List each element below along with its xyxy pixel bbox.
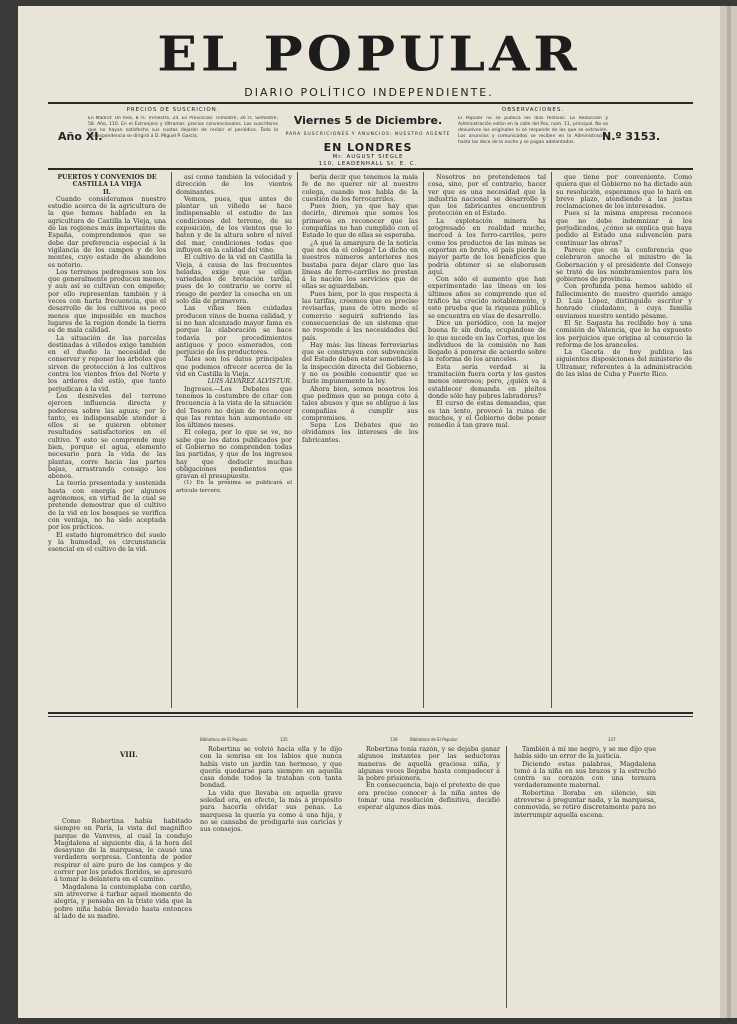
header-rule-top [48,102,693,104]
newspaper-page [18,6,720,1018]
article-paragraph: La situación de las parcelas destinadas á viñedos exige también en el dueño la necesidad de conservar y reponer los árboles que sirven de protección á los cultivos contra los vientos fríos del Norte y los ardores del estío, que tanto perjudican á la vid. [48,333,166,393]
article-paragraph: Con profunda pena hemos sabido el fallecimiento de nuestro querido amigo D. Luis López, distinguido escritor y honrado ciudadano, á cuya familia enviamos nuestro sentido pésame. [556,282,692,320]
article-paragraph: Ahora bien, somos nosotros los que pedimos que se ponga coto á tales abusos y que se obligue á las compañías á cumplir sus compromisos. [302,384,418,422]
folletin-paragraph: Robertina se volvió hacia ella y le dijo con la sonrisa en los labios que nunca había visto un jardín tan hermoso, y que quería quedarse para siempre en aquella casa donde todos la trataban con tanta bondad. [200,746,342,790]
article-paragraph: Sepa Los Debates que no olvidamos los intereses de los fabricantes. [302,421,418,444]
folletin-paragraph: Robertina tenía razón, y se dejaba ganar algunos instantes por las seductoras maneras de aquella graciosa niña, y algunas veces llegaba hasta compadecer á la pobre prisionera. [358,746,500,783]
stacked-pages-shadow [727,6,731,1018]
london-heading: EN LONDRES [323,141,413,154]
article-column-4 [428,174,546,706]
folio-header: Biblioteca de El Popular. [200,737,249,742]
article-column-3 [302,174,418,706]
article-paragraph: El colega, por lo que se ve, no sabe que los datos publicados por el Gobierno no comprenden todas las partidas, y que de los ingresos hay que deducir muchas obligaciones pendientes que gravan el presupuesto. [176,428,292,481]
article-paragraph: Nosotros no pretendemos tal cosa, sino, por el contrario, hacer ver que es una necesidad que la industria nacional se desarrolle y que los fabricantes encuentren protección en el Estado. [428,174,546,218]
folio-page-number: 136 [390,737,398,742]
folletin-paragraph: Robertina lloraba en silencio, sin atreverse á preguntar nada, y la marquesa, conmovida, se retiró discretamente para no interrumpir aquella escena. [514,788,656,819]
folletin-paragraph: También á mí me negro, y se me dijo que había sido un error de la justicia. [514,746,656,761]
article-paragraph: Dice un periódico, con la mejor buena fe sin duda, ocupándose de lo que sucede en las Cortes, que los individuos de la comisión no han llegado á ponerse de acuerdo sobre la reforma de los aranceles. [428,318,546,364]
folletin-separator-thin [48,716,693,717]
folio-page-number: 137 [608,737,616,742]
article-heading: PUERTOS Y CONVENIOS DE CASTILLA LA VIEJA [57,174,157,189]
subscription-text: En Madrid: Un mes, 8 rs. Trimestre, 24. En Provincias: Trimestre, 30 rs. Semestre, 58. Año, 110. En el Extranjero y Ultramar, precios convencionales. Los suscritores que no hayan satisfecho sus cuotas dejarán de recibir el periódico. Toda la correspondencia se dirigirá á D. Miguel P. García. [88,116,278,139]
masthead-subtitle: DIARIO POLÍTICO INDEPENDIENTE. [244,86,494,99]
article-paragraph: Pues bien, por lo que respecta á las tarifas, creemos que es preciso revisarlas, pues de otro modo el comercio seguirá sufriendo las consecuencias de un sistema que no responde á las necesidades del país. [302,289,418,342]
article-paragraph: Con sólo el aumento que han experimentado las líneas en los últimos años se comprende que el tráfico ha crecido notablemente, y esto prueba que la riqueza pública se encuentra en vías de desarrollo. [428,275,546,320]
article-paragraph: bería decir que tenemos la mala fe de no querer oir al nuestro colega, cuando nos habla de la cuestión de los ferrocarriles. [302,174,418,203]
issue-date: Viernes 5 de Diciembre. [293,114,443,127]
folletin-column-1 [54,818,192,1008]
article-paragraph: Vemos, pues, que antes de plantar un viñedo se hace indispensable el estudio de las condiciones del terreno, de su exposición, de los vientos que lo baten y de la altura sobre el nivel del mar, condiciones todas que influyen en la calidad del vino. [176,194,292,254]
article-paragraph: El cultivo de la vid en Castilla la Vieja, á causa de las frecuentes heladas, exige que se elijan variedades de brotación tardía, pues de lo contrario se corre el riesgo de perder la cosecha en un solo día de primavera. [176,253,292,306]
folio-header: Biblioteca de El Popular. [410,737,459,742]
article-paragraph: Las viñas bien cuidadas producen vinos de buena calidad, y si no han alcanzado mayor fama es porque la elaboración se hace todavía por procedimientos antiguos y poco esmerados, con perjuicio de los productores. [176,304,292,357]
column-divider [297,172,298,708]
folletin-paragraph: En consecuencia, bajo el pretexto de que era preciso conocer á la niña antes de tomar una resolución definitiva, decidió esperar algunos días más. [358,781,500,812]
article-paragraph: El curso de estas demandas, que es tan lento, provocó la ruina de muchos, y el Gobierno debe poner remedio á tan grave mal. [428,399,546,430]
article-column-5 [556,174,692,706]
folletin-paragraph: Diciendo estas palabras, Magdalena tomó á la niña en sus brazos y la estrechó contra su corazón con una ternura verdaderamente maternal. [514,759,656,790]
subscription-heading: PRECIOS DE SUSCRICION. [126,107,220,113]
column-divider [551,172,552,708]
london-agent-address: 110, LEADENHALL St. E. C. [318,161,418,167]
article-paragraph: La explotación minera ha progresado en realidad mucho, merced á los ferro-carriles, pero como los productos de las minas se exportan en bruto, el país pierde la mayor parte de los beneficios que podría obtener si se elaborasen aquí. [428,216,546,276]
article-paragraph: Parece que en la conferencia que celebraron anoche el ministro de la Gobernación y el presidente del Consejo se trató de los nombramientos para los gobiernos de provincia. [556,245,692,284]
column-divider [423,172,424,708]
article-column-1 [48,174,166,706]
article-column-2 [176,174,292,706]
folletin-column-4 [514,746,656,1008]
folletin-column-2 [200,746,342,1008]
observations-heading: OBSERVACIONES. [501,107,565,113]
folletin-paragraph: La vida que llevaba en aquella grave soledad era, en efecto, la más á propósito para hacerla olvidar sus penas. La marquesa la quería ya como á una hija, y no se cansaba de prodigarle sus caricias y sus consejos. [200,788,342,834]
article-paragraph: Hay más: las líneas ferroviarias que se construyen con subvención del Estado deben estar sometidas á la inspección directa del Gobierno, y no es posible consentir que se burle impunemente la ley. [302,340,418,386]
folletin-paragraph: Magdalena la contemplaba con cariño, sin atreverse á turbar aquel momento de alegría, y pensaba en la triste vida que la pobre niña había llevado hasta entonces al lado de su madre. [54,882,192,920]
article-paragraph: Pues bien, ya que hay que decirlo, diremos que somos los primeros en reconocer que las compañías no han cumplido con el Estado lo que de ellas se esperaba. [302,202,418,240]
article-paragraph: El Sr. Sagasta ha recibido hoy á una comisión de Valencia, que le ha expuesto los perjuicios que origina al comercio la reforma de los aranceles. [556,318,692,349]
folletin-separator [48,712,693,714]
header-rule-bottom [48,168,693,170]
article-paragraph: La Gaceta de hoy publica las siguientes disposiciones del ministerio de Ultramar, referentes á la administración de las islas de Cuba y Puerto Rico. [556,348,692,379]
article-paragraph: que tiene por conveniente. Como quiera que el Gobierno no ha dictado aún su resolución, esperamos que lo hará en breve plazo, atendiendo á las justas reclamaciones de los interesados. [556,174,692,211]
folletin-chapter: VIII. [120,750,138,759]
article-paragraph: La teoría presentada y sostenida hasta con energía por algunos agrónomos, en virtud de la cual se pretende demostrar que el cultivo de la vid en los bosques se verifica con ventaja, no ha sido aceptada por los prácticos. [48,479,166,532]
article-paragraph: Pues si la misma empresa reconoce que no debe indemnizar á los perjudicados, ¿cómo se explica que haya pedido al Estado una subvención para continuar las obras? [556,209,692,247]
folletin-paragraph: Como Robertina había habitado siempre en París, la vista del magnífico parque de Vanvres, al cual la condujo Magdalena al siguiente día, á la hora del desayuno de la marquesa, le causó una verdadera sorpresa. Contenta de poder respirar el aire puro de los campos y de correr por los prados floridos, se apresuró á tomar la delantera en el camino. [54,818,192,884]
london-agent-note: PARA SUSCRICIONES Y ANUNCIOS: NUESTRO AGENTE [285,132,451,137]
article-paragraph: Cuando consideramos nuestro estudio acerca de la agricultura de la que hemos hablado en la agricultura de Castilla la Vieja, una de las regiones más importantes de España, comprendemos que se debe dar preferencia especial á la vigilancia de los campos y de los montes, cuyo estado de abandono es notorio. [48,194,166,269]
column-divider [171,172,172,708]
observations-text: El Popular no se publica los días festivos. La Redacción y Administración están en la calle del Pez, núm. 11, principal. No se devuelven los originales ni se responde de los que se extravíen. Los anuncios y comunicados se reciben en la Administración hasta las doce de la noche y se pagan adelantados. [458,116,608,145]
article-footnote: (1) En la próxima se publicará el artículo tercero. [176,480,292,494]
folletin-column-3 [358,746,500,1008]
london-agent-name: Mr. AUGUST SIEGLE [332,154,404,160]
article-section: II. [103,188,111,196]
issue-number: N.º 3153. [602,130,661,143]
article-paragraph: Ingresos.—Los Debates que tenemos la costumbre de citar con frecuencia á la vista de la situación del Tesoro no dejan de reconocer que las rentas han aumentado en los últimos meses. [176,384,292,430]
article-paragraph: ¿A qué la amargura de la noticia que nos da el colega? Lo dicho en nuestros números anteriores nos bastaba para dejar claro que las líneas de ferro-carriles no prestan á la nación los servicios que de ellas se aguardaban. [302,238,418,291]
masthead-title: EL POPULAR [157,26,581,83]
article-signature: LUIS ÁLVAREZ ALVISTUR. [207,378,292,386]
column-divider [506,746,507,1008]
folio-page-number: 135 [280,737,288,742]
article-paragraph: El estado higrométrico del suelo y la humedad, es circunstancia esencial en el cultivo de la vid. [48,530,166,554]
article-paragraph: así como también la velocidad y dirección de los vientos dominantes. [176,174,292,196]
article-paragraph: Esta sería verdad si la tramitación fuera corta y los gastos menos onerosos; pero, ¿quién va á establecer demanda en pleitos donde sólo hay pobres labradores? [428,362,546,400]
article-paragraph: Los desniveles del terreno ejercen influencia directa y poderosa sobre las aguas; por lo tanto, es indispensable atender á ellos si se quieren obtener resultados satisfactorios en el cultivo. Y esto se comprende muy bien, porque el agua, elemento necesario para la vida de las plantas, corre hacia las partes bajas, arrastrando consigo los abonos. [48,391,166,481]
article-paragraph: Tales son los datos principales que podemos ofrecer acerca de la vid en Castilla la Vieja. [176,355,292,379]
year-label: Año XI. [58,130,103,143]
article-paragraph: Los terrenos pedregosos son los que generalmente producen menos, y aun así se cultivan con empeño; por ello representan también y á veces con harta frecuencia, que el desarrollo de los cultivos es poco menos que imposible en muchos lugares de la región donde la tierra es de mala calidad. [48,267,166,335]
